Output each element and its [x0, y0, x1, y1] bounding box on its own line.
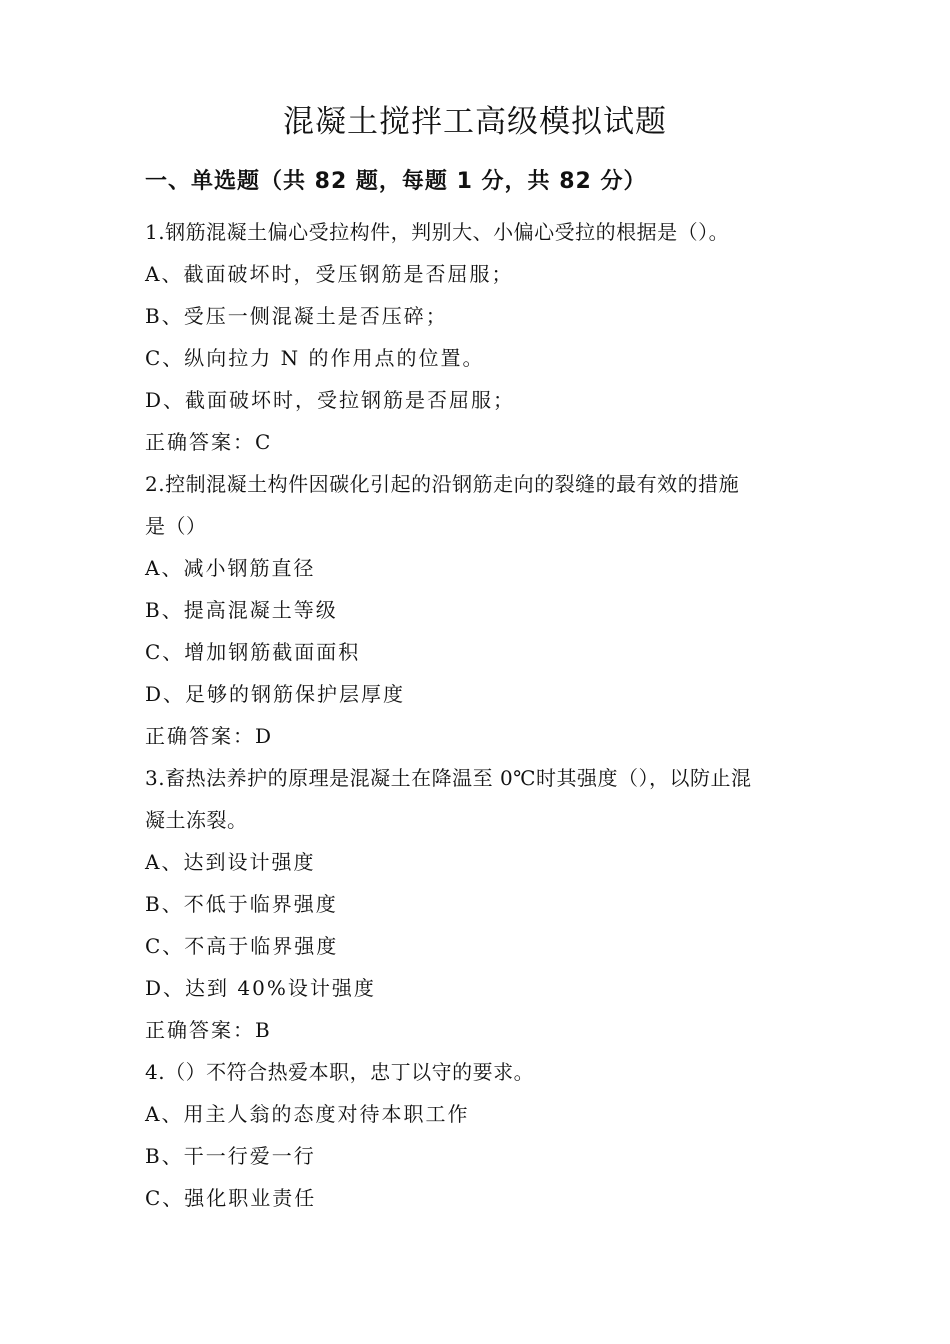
correct-answer: 正确答案：D — [145, 724, 274, 748]
correct-answer: 正确答案：C — [145, 430, 273, 454]
correct-answer: 正确答案：B — [145, 1018, 272, 1042]
question-stem: 2.控制混凝土构件因碳化引起的沿钢筋走向的裂缝的最有效的措施 — [145, 472, 740, 496]
option-c: C、不高于临界强度 — [145, 934, 339, 958]
section-heading: 一、单选题（共 82 题，每题 1 分，共 82 分） — [145, 169, 647, 194]
question-2 — [145, 463, 810, 757]
option-a: A、达到设计强度 — [145, 850, 316, 874]
question-stem: 1.钢筋混凝土偏心受拉构件，判别大、小偏心受拉的根据是（）。 — [145, 220, 730, 244]
question-3 — [145, 757, 810, 1051]
option-b: B、不低于临界强度 — [145, 892, 338, 916]
question-4 — [145, 1051, 810, 1219]
question-stem: 4.（）不符合热爱本职，忠丁以守的要求。 — [145, 1060, 535, 1084]
option-d: D、达到 40%设计强度 — [145, 976, 376, 1000]
option-a: A、用主人翁的态度对待本职工作 — [145, 1102, 470, 1126]
option-d: D、足够的钢筋保护层厚度 — [145, 682, 406, 706]
question-1 — [145, 211, 810, 463]
option-b: B、提高混凝土等级 — [145, 598, 338, 622]
document-title: 混凝土搅拌工高级模拟试题 — [283, 104, 667, 140]
option-c: C、增加钢筋截面面积 — [145, 640, 361, 664]
option-c: C、纵向拉力 N 的作用点的位置。 — [145, 346, 485, 370]
question-stem: 3.畜热法养护的原理是混凝土在降温至 0℃时其强度（），以防止混 — [145, 766, 752, 790]
option-a: A、减小钢筋直径 — [145, 556, 316, 580]
option-c: C、强化职业责任 — [145, 1186, 317, 1210]
option-d: D、截面破坏时，受拉钢筋是否屈服； — [145, 388, 516, 412]
question-list — [145, 211, 810, 1219]
option-b: B、干一行爱一行 — [145, 1144, 316, 1168]
option-a: A、截面破坏时，受压钢筋是否屈服； — [145, 262, 514, 286]
question-stem-continued: 是（） — [145, 514, 207, 538]
option-b: B、受压一侧混凝土是否压碎； — [145, 304, 448, 328]
question-stem-continued: 凝土冻裂。 — [145, 808, 248, 832]
